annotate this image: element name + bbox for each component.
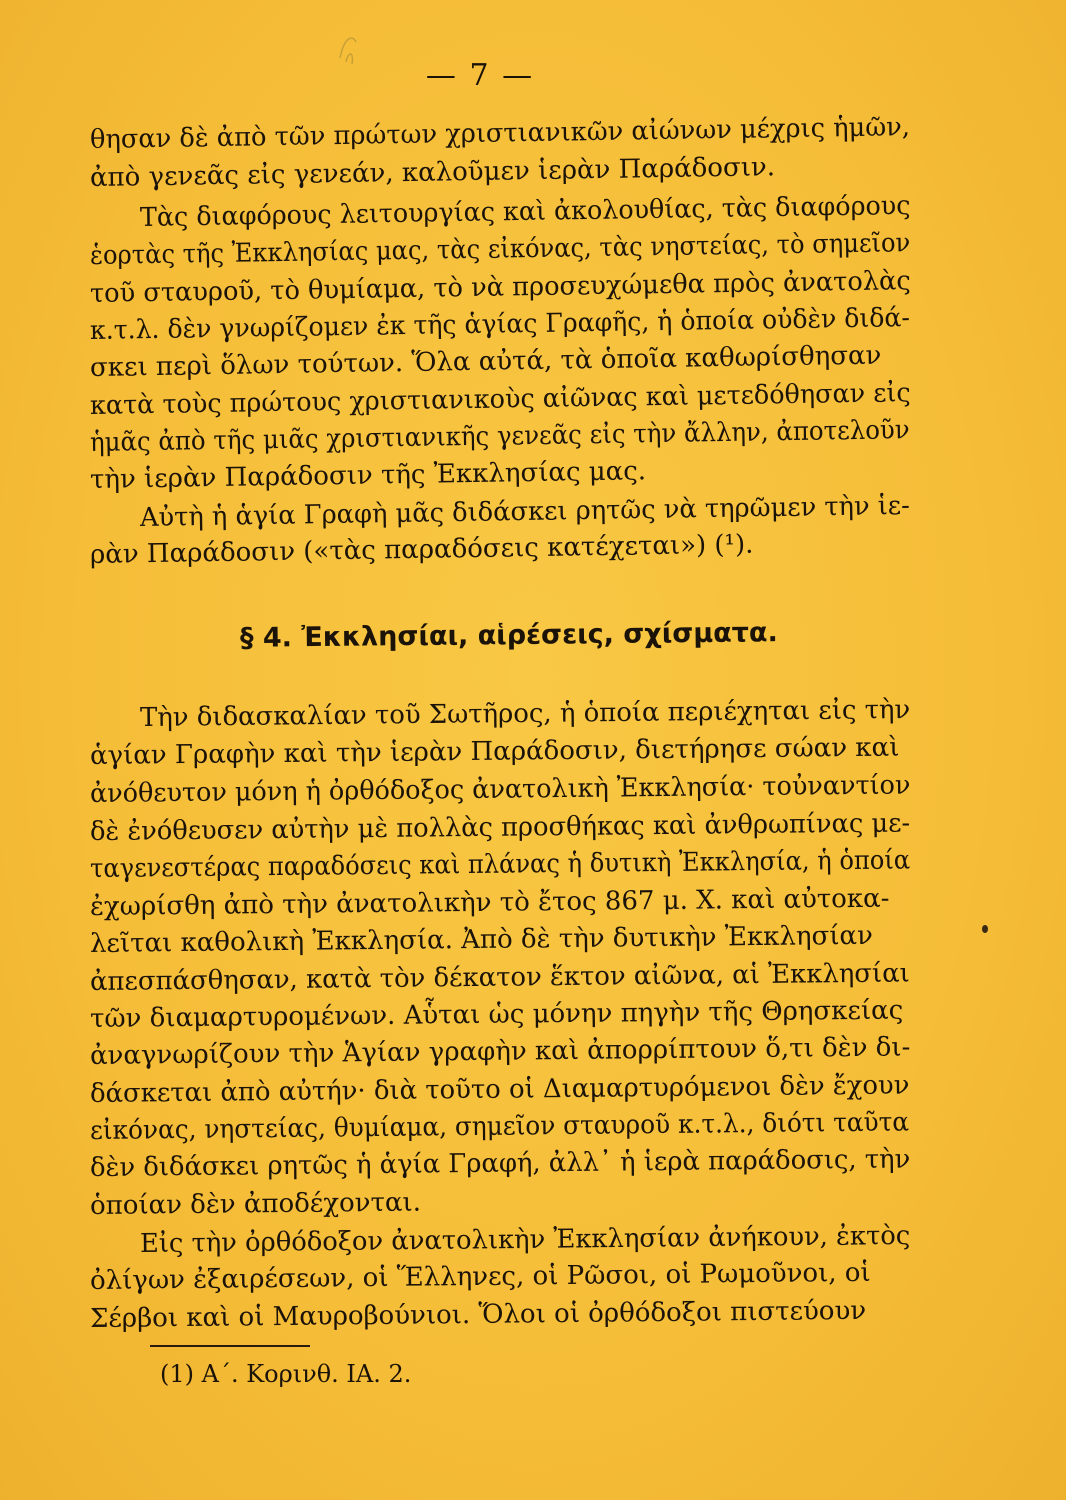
text-line: Αὐτὴ ἡ ἁγία Γραφὴ μᾶς διδάσκει ρητῶς νὰ τηρῶμεν τὴν ἱε- xyxy=(139,490,911,533)
ink-dot xyxy=(982,925,988,933)
text-line: ἀναγνωρίζουν τὴν Ἁγίαν γραφὴν καὶ ἀπορρίπτουν ὅ,τι δὲν δι- xyxy=(89,1032,911,1071)
text-line: τῶν διαμαρτυρομένων. Αὗται ὡς μόνην πηγὴν τῆς Θρησκείας xyxy=(89,995,904,1034)
text-line: ἐχωρίσθη ἀπὸ τὴν ἀνατολικὴν τὸ ἔτος 867 μ. Χ. καὶ αὐτοκα- xyxy=(89,883,890,922)
text-line: ταγενεστέρας παραδόσεις καὶ πλάνας ἡ δυτικὴ Ἐκκλησία, ἡ ὁποία xyxy=(89,845,911,884)
text-line: Τὰς διαφόρους λειτουργίας καὶ ἀκολουθίας, τὰς διαφόρους xyxy=(139,190,911,233)
text-line: τοῦ σταυροῦ, τὸ θυμίαμα, τὸ νὰ προσευχώμεθα πρὸς ἀνατολὰς xyxy=(89,266,911,309)
text-line: θησαν δὲ ἀπὸ τῶν πρώτων χριστιανικῶν αἰώνων μέχρις ἡμῶν, xyxy=(89,112,911,155)
text-line: Τὴν διδασκαλίαν τοῦ Σωτῆρος, ἡ ὁποία περιέχηται εἰς τὴν xyxy=(139,694,911,733)
page-number: — 7 — xyxy=(425,58,535,93)
text-line: ἑορτὰς τῆς Ἐκκλησίας μας, τὰς εἰκόνας, τὰς νηστείας, τὸ σημεῖον xyxy=(89,228,911,271)
text-line: ἀνόθευτον μόνη ἡ ὀρθόδοξος ἀνατολικὴ Ἐκκλησία· τοὐναντίον xyxy=(89,770,911,809)
footnote-divider xyxy=(150,1345,310,1347)
text-line: ἡμᾶς ἀπὸ τῆς μιᾶς χριστιανικῆς γενεᾶς εἰς τὴν ἄλλην, ἀποτελοῦν xyxy=(89,415,910,458)
footnote: (1) Α΄. Κορινθ. ΙΑ. 2. xyxy=(160,1360,412,1388)
text-line: ἀπεσπάσθησαν, κατὰ τὸν δέκατον ἕκτον αἰῶνα, αἱ Ἐκκλησίαι xyxy=(89,958,910,997)
text-line: κατὰ τοὺς πρώτους χριστιανικοὺς αἰῶνας καὶ μετεδόθησαν εἰς xyxy=(89,378,911,421)
text-line: ἁγίαν Γραφὴν καὶ τὴν ἱερὰν Παράδοσιν, διετήρησε σώαν καὶ xyxy=(89,732,900,771)
text-line: σκει περὶ ὅλων τούτων. Ὅλα αὐτά, τὰ ὁποῖα καθωρίσθησαν xyxy=(89,340,882,383)
text-line: δὲν διδάσκει ρητῶς ἡ ἁγία Γραφή, ἀλλ᾽ ἡ ἱερὰ παράδοσις, τὴν xyxy=(89,1144,911,1183)
text-line: Εἰς τὴν ὀρθόδοξον ἀνατολικὴν Ἐκκλησίαν ἀνήκουν, ἐκτὸς xyxy=(139,1220,911,1259)
text-line: ὀλίγων ἐξαιρέσεων, οἱ Ἕλληνες, οἱ Ρῶσοι, οἱ Ρωμοῦνοι, οἱ xyxy=(89,1257,871,1296)
text-line: δὲ ἐνόθευσεν αὐτὴν μὲ πολλὰς προσθήκας καὶ ἀνθρωπίνας με- xyxy=(89,808,911,847)
text-line: εἰκόνας, νηστείας, θυμίαμα, σημεῖον σταυροῦ κ.τ.λ., διότι ταῦτα xyxy=(89,1107,910,1146)
section-heading: § 4. Ἐκκλησίαι, αἱρέσεις, σχίσματα. xyxy=(239,617,778,654)
text-line: κ.τ.λ. δὲν γνωρίζομεν ἐκ τῆς ἁγίας Γραφῆς, ἡ ὁποία οὐδὲν διδά- xyxy=(89,303,911,346)
text-line: Σέρβοι καὶ οἱ Μαυροβούνιοι. Ὅλοι οἱ ὀρθόδοξοι πιστεύουν xyxy=(89,1295,867,1334)
text-line: ρὰν Παράδοσιν («τὰς παραδόσεις κατέχεται») (¹). xyxy=(89,529,754,570)
text-line: τὴν ἱερὰν Παράδοσιν τῆς Ἐκκλησίας μας. xyxy=(89,456,647,495)
text-line: λεῖται καθολικὴ Ἐκκλησία. Ἀπὸ δὲ τὴν δυτικὴν Ἐκκλησίαν xyxy=(89,920,873,959)
text-line: ἀπὸ γενεᾶς εἰς γενεάν, καλοῦμεν ἱερὰν Παράδοσιν. xyxy=(89,152,776,193)
text-line: ὁποίαν δὲν ἀποδέχονται. xyxy=(89,1187,422,1221)
text-line: δάσκεται ἀπὸ αὐτήν· διὰ τοῦτο οἱ Διαμαρτυρόμενοι δὲν ἔχουν xyxy=(89,1070,910,1109)
